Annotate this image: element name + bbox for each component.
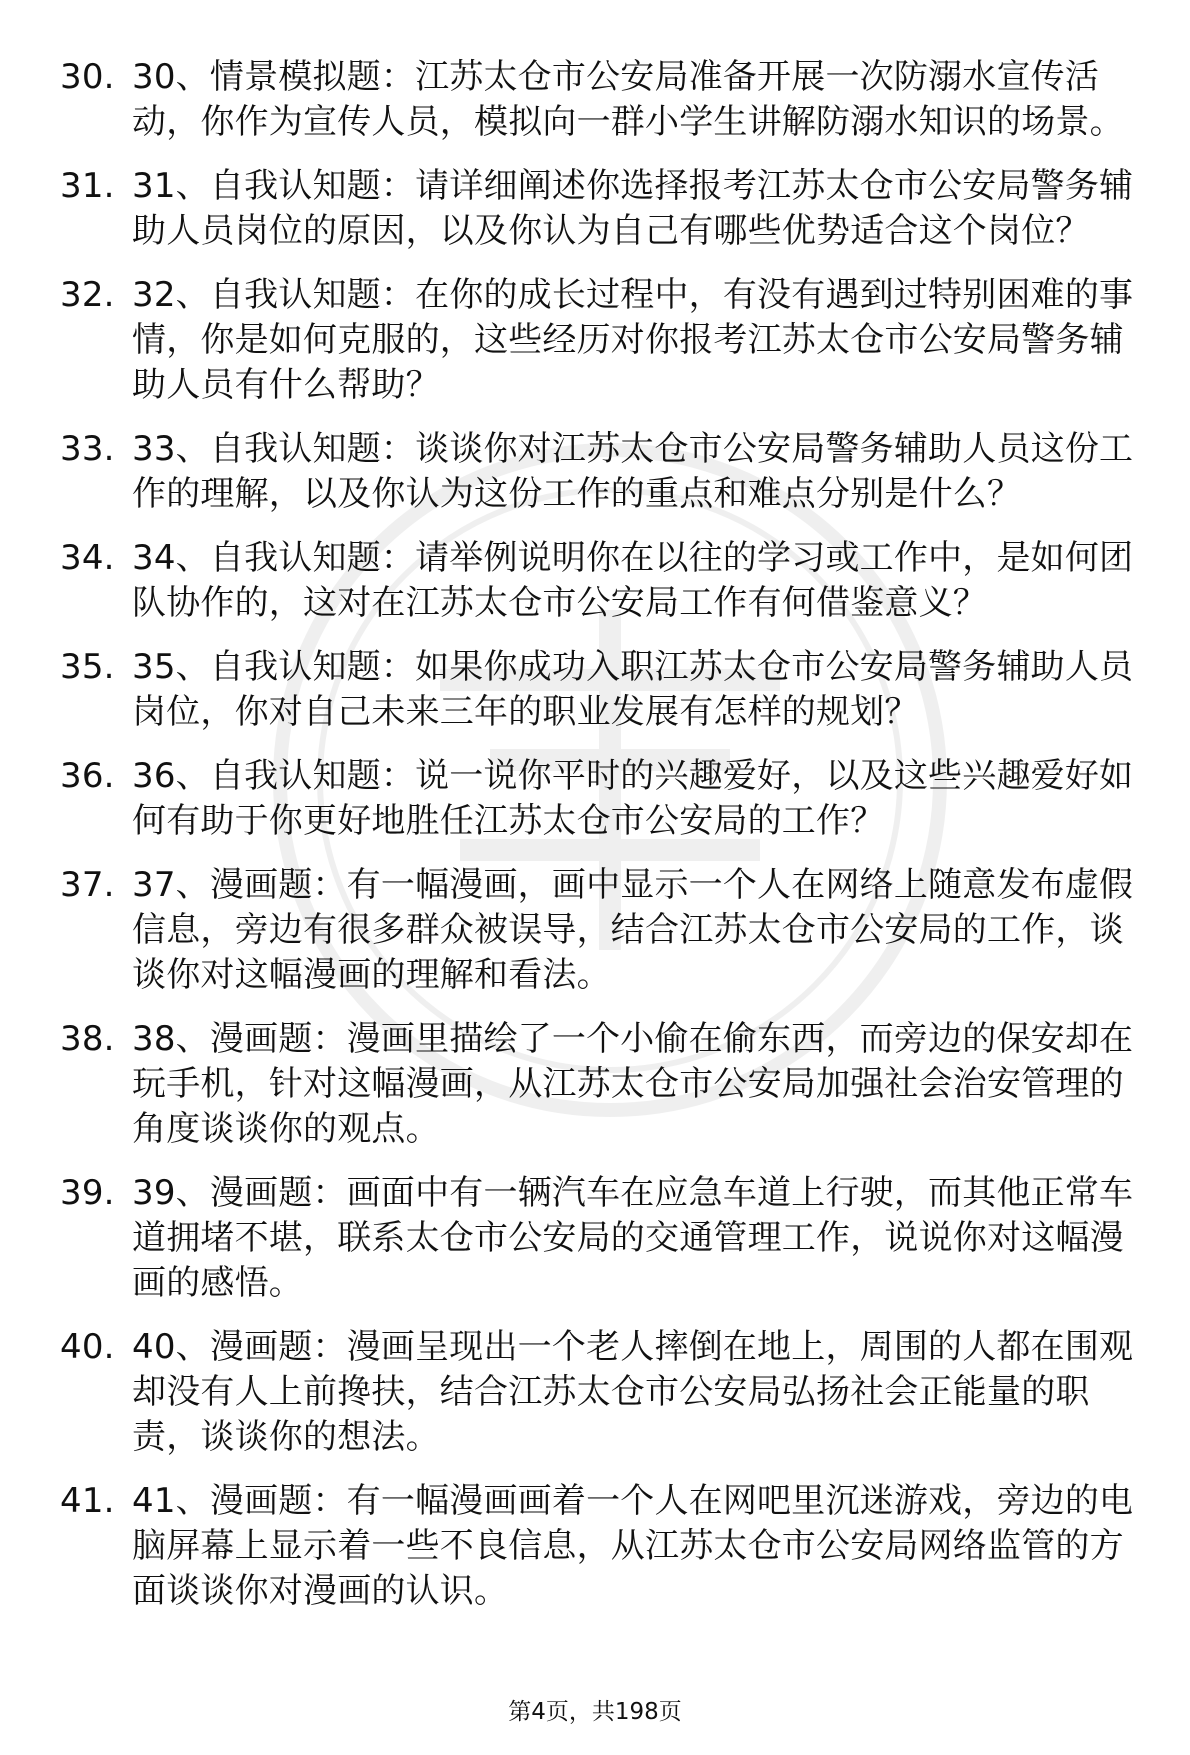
question-item: [60, 55, 1150, 145]
question-number: 41.: [60, 1481, 115, 1521]
question-text: 36、自我认知题：说一说你平时的兴趣爱好，以及这些兴趣爱好如何有助于你更好地胜任江苏太仓市公安局的工作？: [132, 756, 1134, 841]
question-text: 35、自我认知题：如果你成功入职江苏太仓市公安局警务辅助人员岗位，你对自己未来三年的职业发展有怎样的规划？: [132, 647, 1134, 732]
question-number: 34.: [60, 538, 115, 578]
question-text: 39、漫画题：画面中有一辆汽车在应急车道上行驶，而其他正常车道拥堵不堪，联系太仓市公安局的交通管理工作，说说你对这幅漫画的感悟。: [132, 1173, 1134, 1303]
question-item: [60, 645, 1150, 735]
question-item: [60, 1017, 1150, 1152]
question-number: 35.: [60, 647, 115, 687]
question-number: 32.: [60, 275, 115, 315]
question-item: [60, 427, 1150, 517]
question-item: [60, 536, 1150, 626]
question-number: 38.: [60, 1019, 115, 1059]
question-text: 40、漫画题：漫画呈现出一个老人摔倒在地上，周围的人都在围观却没有人上前搀扶，结合江苏太仓市公安局弘扬社会正能量的职责，谈谈你的想法。: [132, 1327, 1134, 1457]
question-text: 33、自我认知题：谈谈你对江苏太仓市公安局警务辅助人员这份工作的理解，以及你认为这份工作的重点和难点分别是什么？: [132, 429, 1134, 514]
question-item: [60, 164, 1150, 254]
question-item: [60, 863, 1150, 998]
question-text: 30、情景模拟题：江苏太仓市公安局准备开展一次防溺水宣传活动，你作为宣传人员，模拟向一群小学生讲解防溺水知识的场景。: [132, 57, 1124, 142]
question-number: 33.: [60, 429, 115, 469]
question-text: 37、漫画题：有一幅漫画，画中显示一个人在网络上随意发布虚假信息，旁边有很多群众被误导，结合江苏太仓市公安局的工作，谈谈你对这幅漫画的理解和看法。: [132, 865, 1134, 995]
question-number: 37.: [60, 865, 115, 905]
question-text: 31、自我认知题：请详细阐述你选择报考江苏太仓市公安局警务辅助人员岗位的原因，以及你认为自己有哪些优势适合这个岗位？: [132, 166, 1134, 251]
page-footer: 第4页，共198页: [508, 1699, 682, 1725]
question-number: 36.: [60, 756, 115, 796]
question-number: 30.: [60, 57, 115, 97]
question-item: [60, 1479, 1150, 1614]
question-number: 31.: [60, 166, 115, 206]
question-text: 34、自我认知题：请举例说明你在以往的学习或工作中，是如何团队协作的，这对在江苏太仓市公安局工作有何借鉴意义？: [132, 538, 1134, 623]
question-text: 38、漫画题：漫画里描绘了一个小偷在偷东西，而旁边的保安却在玩手机，针对这幅漫画，从江苏太仓市公安局加强社会治安管理的角度谈谈你的观点。: [132, 1019, 1134, 1149]
question-item: [60, 754, 1150, 844]
question-number: 40.: [60, 1327, 115, 1367]
question-item: [60, 1325, 1150, 1460]
question-item: [60, 1171, 1150, 1306]
question-text: 32、自我认知题：在你的成长过程中，有没有遇到过特别困难的事情，你是如何克服的，这些经历对你报考江苏太仓市公安局警务辅助人员有什么帮助？: [132, 275, 1134, 405]
question-list: [60, 55, 1150, 1633]
question-number: 39.: [60, 1173, 115, 1213]
question-item: [60, 273, 1150, 408]
question-text: 41、漫画题：有一幅漫画画着一个人在网吧里沉迷游戏，旁边的电脑屏幕上显示着一些不良信息，从江苏太仓市公安局网络监管的方面谈谈你对漫画的认识。: [132, 1481, 1134, 1611]
